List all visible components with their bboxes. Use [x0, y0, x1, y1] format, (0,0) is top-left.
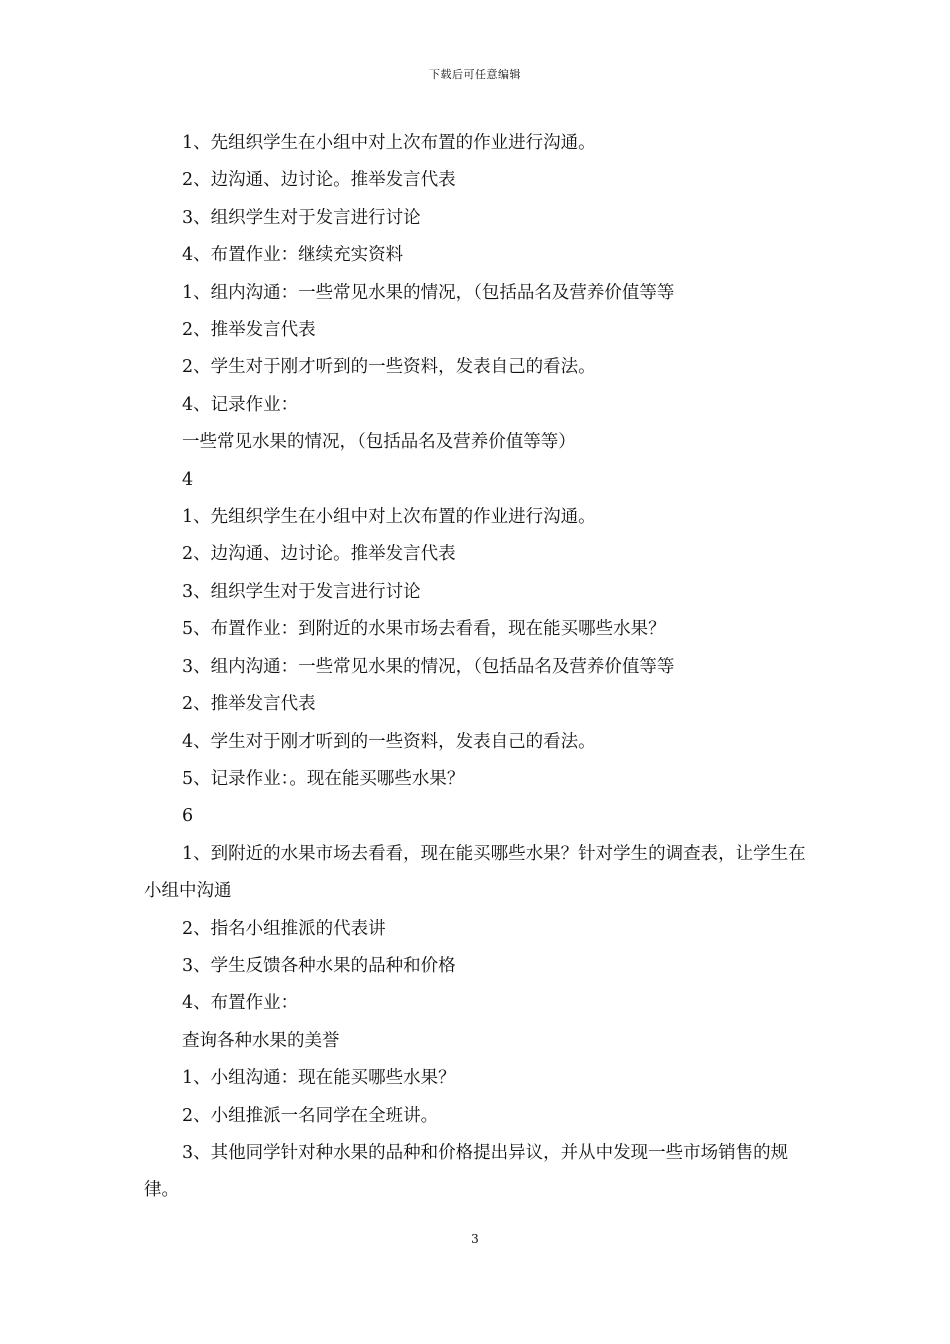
- page-number: 3: [471, 1232, 479, 1246]
- paragraph: 5、布置作业：到附近的水果市场去看看，现在能买哪些水果？: [182, 619, 666, 640]
- paragraph: 1、组内沟通：一些常见水果的情况，（包括品名及营养价值等等: [182, 282, 675, 303]
- paragraph: 4、学生对于刚才听到的一些资料，发表自己的看法。: [182, 731, 596, 752]
- paragraph: 3、学生反馈各种水果的品种和价格: [182, 955, 456, 976]
- paragraph: 6: [182, 806, 194, 827]
- paragraph: 4、记录作业：: [182, 394, 299, 415]
- paragraph: 2、小组推派一名同学在全班讲。: [182, 1105, 439, 1126]
- paragraph: 2、指名小组推派的代表讲: [182, 918, 386, 939]
- paragraph: 2、学生对于刚才听到的一些资料，发表自己的看法。: [182, 357, 596, 378]
- paragraph: 2、推举发言代表: [182, 320, 316, 341]
- paragraph: 3、其他同学针对种水果的品种和价格提出异议，并从中发现一些市场销售的规律。: [144, 1142, 789, 1201]
- paragraph: 4: [182, 469, 194, 490]
- document-body: [144, 125, 809, 1210]
- paragraph: 4、布置作业：继续充实资料: [182, 245, 404, 266]
- paragraph: 2、推举发言代表: [182, 694, 316, 715]
- paragraph: 1、先组织学生在小组中对上次布置的作业进行沟通。: [182, 507, 596, 528]
- paragraph: 4、布置作业：: [182, 993, 299, 1014]
- paragraph: 2、边沟通、边讨论。推举发言代表: [182, 170, 456, 191]
- paragraph: 5、记录作业：。现在能买哪些水果？: [182, 768, 465, 789]
- page-header: 下载后可任意编辑: [429, 68, 521, 81]
- paragraph: 查询各种水果的美誉: [182, 1030, 340, 1051]
- paragraph: 2、边沟通、边讨论。推举发言代表: [182, 544, 456, 565]
- paragraph: 3、组内沟通：一些常见水果的情况，（包括品名及营养价值等等: [182, 656, 675, 677]
- paragraph: 3、组织学生对于发言进行讨论: [182, 207, 421, 228]
- paragraph: 1、先组织学生在小组中对上次布置的作业进行沟通。: [182, 133, 596, 153]
- paragraph: 1、到附近的水果市场去看看，现在能买哪些水果？针对学生的调查表，让学生在小组中沟通: [144, 843, 806, 902]
- paragraph: 3、组织学生对于发言进行讨论: [182, 581, 421, 602]
- paragraph: 一些常见水果的情况，（包括品名及营养价值等等）: [182, 432, 576, 453]
- paragraph: 1、小组沟通：现在能买哪些水果？: [182, 1068, 456, 1089]
